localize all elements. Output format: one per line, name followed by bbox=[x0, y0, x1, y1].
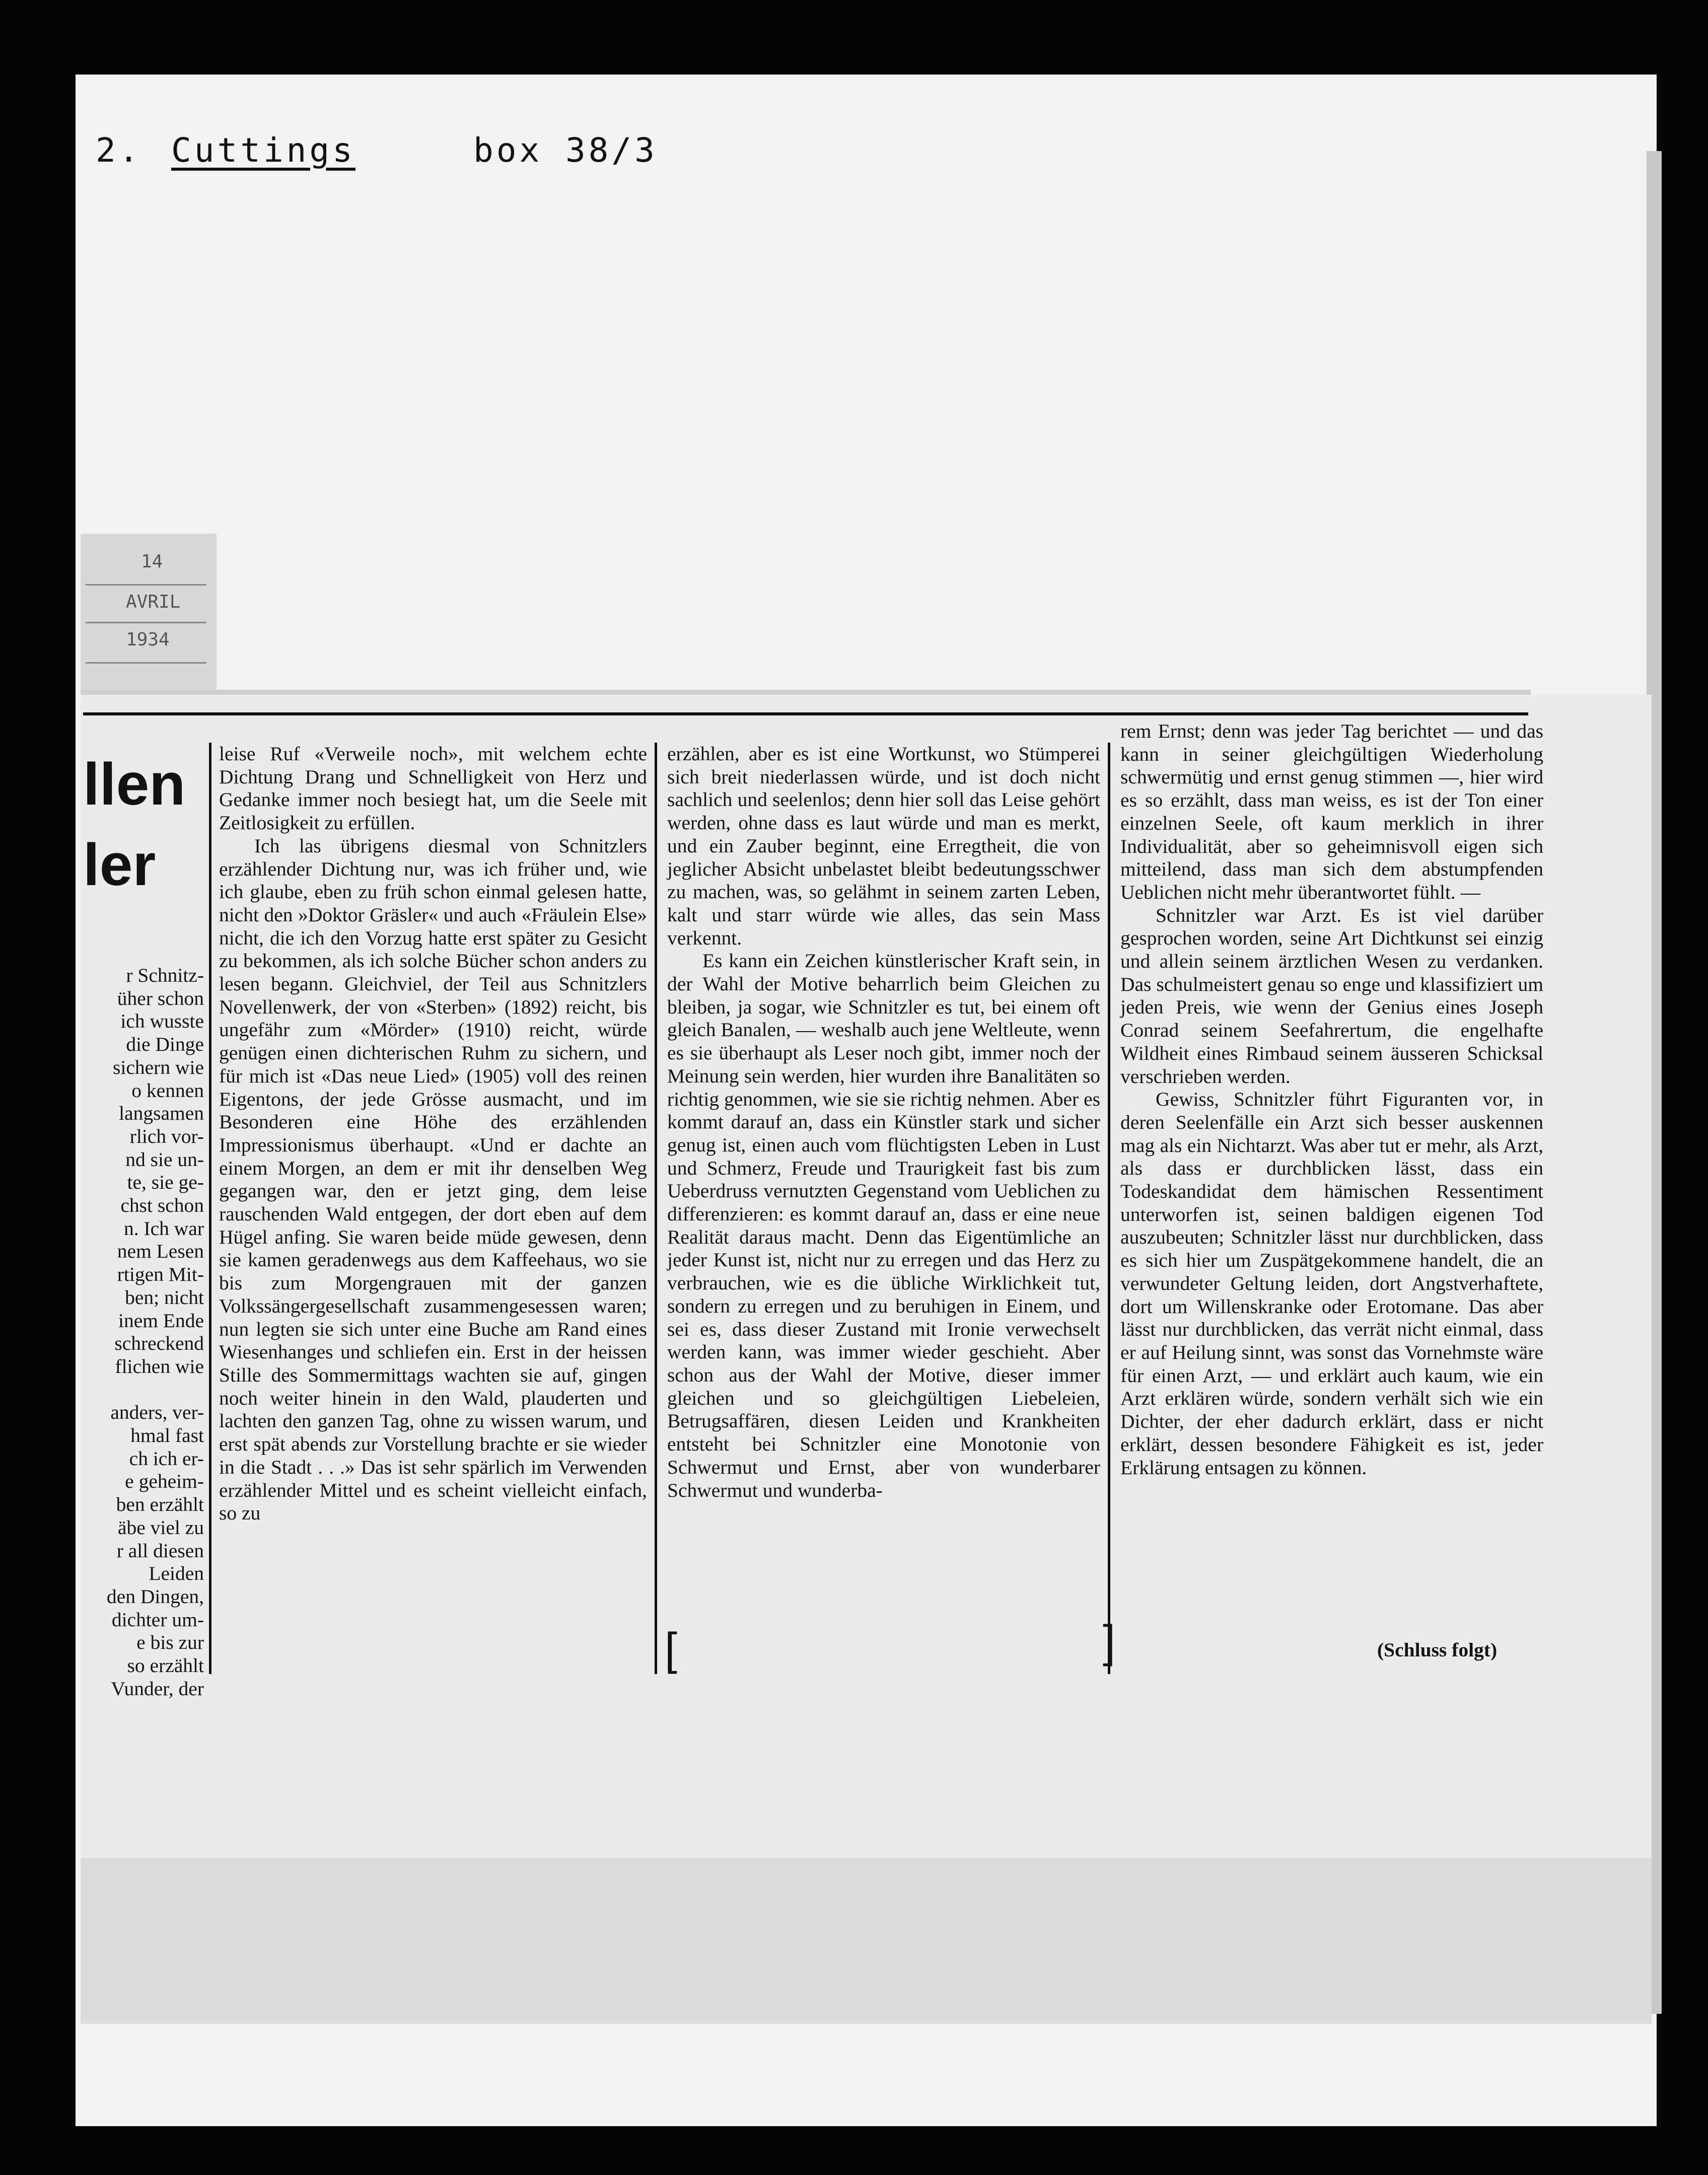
column-0-line: e geheim- bbox=[125, 1470, 204, 1493]
column-2 bbox=[667, 743, 1100, 1502]
column-0-line: hmal fast bbox=[130, 1424, 204, 1447]
header-label: Cuttings bbox=[171, 131, 355, 170]
column-0-line: so erzählt bbox=[127, 1654, 204, 1677]
headline-fragment-1: llen bbox=[83, 751, 186, 818]
column-1 bbox=[219, 743, 647, 1525]
bracket-mark-right: ] bbox=[1103, 1617, 1116, 1667]
column-0-line: flichen wie bbox=[115, 1355, 204, 1378]
paragraph: erzählen, aber es ist eine Wortkunst, wo Stümperei sich breit niederlassen würde, und ist doch nicht sachlich und seelenlos; denn hier soll das Leise gehört werden, ohne dass es laut würde und man es merkt, und ein Zauber beginnt, eine Erregtheit, die von jeglicher Absicht unbelastet bleibt bedeutungsschwer zu machen, was, so gelähmt in seinem zarten Leben, kalt und starr würde wie alles, das sein Mass verkennt. bbox=[667, 743, 1100, 949]
column-0-line: langsamen bbox=[119, 1102, 204, 1125]
column-0-line: den Dingen, bbox=[106, 1585, 204, 1608]
column-0-line: rtigen Mit- bbox=[117, 1263, 204, 1286]
column-0-line: o kennen bbox=[131, 1079, 204, 1102]
archive-header bbox=[86, 116, 700, 191]
column-0-line: äbe viel zu bbox=[117, 1516, 204, 1539]
column-0-line: r all diesen bbox=[116, 1539, 204, 1562]
column-0-line: r Schnitz- bbox=[126, 964, 204, 986]
column-0-line: nd sie un- bbox=[125, 1148, 204, 1171]
headline-fragment-2: ler bbox=[83, 832, 156, 898]
column-0-line: Leiden bbox=[149, 1562, 204, 1585]
paragraph: Schnitzler war Arzt. Es ist viel darüber gesprochen worden, seine Art Dichtkunst sei einzig und allein seinem ärztlichen Wesen zu verdanken. Das schulmeistert genau so enge und klassifiziert um jeden Preis, wie wenn der Genius eines Joseph Conrad seinem Seefahrertum, die engelhafte Wildheit eines Rimbaud seinem äusseren Schicksal verschrieben werden. bbox=[1120, 904, 1543, 1088]
stamp-day: 14 bbox=[141, 551, 163, 572]
column-3 bbox=[1120, 720, 1543, 1479]
bottom-band bbox=[81, 1858, 1652, 2024]
column-0-line: schreckend bbox=[114, 1332, 204, 1355]
column-0-line: rlich vor- bbox=[129, 1125, 204, 1147]
paragraph: rem Ernst; denn was jeder Tag berichtet — und das kann in seiner gleichgültigen Wiederholung schwermütig und ernst genug stimmen —, hier wird es so erzählt, dass man weiss, es ist der Ton einer einzelnen Seele, oft kaum merklich in ihrer Individualität, aber so geheimnisvoll eigen sich mitteilend, dass man sich dem abstumpfenden Ueblichen nicht mehr überantwortet fühlt. — bbox=[1120, 720, 1543, 903]
column-0-line: Vunder, der bbox=[111, 1677, 204, 1700]
column-0-line: ben; nicht bbox=[125, 1286, 204, 1309]
bracket-mark-left: [ bbox=[665, 1624, 678, 1675]
stamp-year: 1934 bbox=[126, 629, 170, 650]
column-0-line: e bis zur bbox=[136, 1631, 204, 1654]
column-0-line: ch ich er- bbox=[129, 1447, 204, 1470]
paragraph: leise Ruf «Verweile noch», mit welchem echte Dichtung Drang und Schnelligkeit von Herz und Gedanke immer noch besiegt hat, um die Seele mit Zeitlosigkeit zu erfüllen. bbox=[219, 743, 647, 834]
column-0-line: ben erzählt bbox=[116, 1493, 204, 1516]
column-rule-1 bbox=[209, 743, 211, 1674]
column-0-line: anders, ver- bbox=[110, 1401, 204, 1424]
column-rule-3 bbox=[1108, 743, 1110, 1674]
column-rule-2 bbox=[655, 743, 657, 1674]
date-stamp bbox=[81, 534, 217, 695]
column-0-line: n. Ich war bbox=[123, 1217, 204, 1240]
header-box: box 38/3 bbox=[473, 131, 658, 170]
column-0-line: inem Ende bbox=[118, 1309, 204, 1332]
column-0-line: sichern wie bbox=[113, 1056, 204, 1078]
stamp-month: AVRIL bbox=[126, 592, 181, 612]
column-0-line: die Dinge bbox=[126, 1033, 204, 1056]
column-0-cut bbox=[86, 964, 204, 1701]
column-0-line: chst schon bbox=[120, 1194, 204, 1217]
closing-note: (Schluss folgt) bbox=[1377, 1639, 1498, 1661]
top-rule bbox=[83, 712, 1528, 715]
column-0-line: nem Lesen bbox=[117, 1240, 204, 1263]
column-0-line: ich wusste bbox=[120, 1010, 204, 1033]
header-number: 2. bbox=[96, 131, 142, 170]
column-0-line: dichter um- bbox=[111, 1608, 204, 1631]
column-0-line: üher schon bbox=[117, 987, 204, 1009]
column-0-line: te, sie ge- bbox=[127, 1171, 204, 1194]
paragraph: Es kann ein Zeichen künstlerischer Kraft sein, in der Wahl der Motive beharrlich beim Gleichen zu bleiben, ja sogar, wie Schnitzler es tut, bei einem oft gleich Banalen, — weshalb auch jene Weltleute, wenn es sie überhaupt als Leser noch gibt, immer noch der Meinung sein werden, hier wurden ihre Banalitäten so richtig genommen, wie sie sie richtig nehmen. Aber es kommt darauf an, dass ein Künstler stark und sicher genug ist, einen auch vom flüchtigsten Leben in Lust und Schmerz, Freude und Traurigkeit fast bis zum Ueberdruss vernutzten Gegenstand vom Ueblichen zu differenzieren: es kommt darauf an, dass er eine neue Realität daraus macht. Denn das Eigentümliche an jeder Kunst ist, nicht nur zu erregen und das Herz zu verbrauchen, wie es die übliche Wirklichkeit tut, sondern zu erregen und zu beruhigen in Einem, und sei es, dass dieser Zustand mit Ironie verwechselt werden kann, was immer wieder geschieht. Aber schon aus der Wahl der Motive, dieser immer gleichen und so gleichgültigen Liebeleien, Betrugsaffären, diesen Leiden und Krankheiten entsteht bei Schnitzler eine Monotonie von Schwermut und Ernst, aber von wunderbarer Schwermut und wunderba- bbox=[667, 950, 1100, 1501]
column-0-line bbox=[86, 1379, 204, 1402]
paragraph: Gewiss, Schnitzler führt Figuranten vor, in deren Seelenfälle ein Arzt sich besser auskennen mag als ein Nichtarzt. Was aber tut er mehr, als Arzt, als dass er durchblicken lässt, dass ein Todeskandidat dem hämischen Ressentiment unterworfen ist, seinen baldigen eigenen Tod auszubeuten; Schnitzler lässt nur durchblicken, dass es sich hier um Zuspätgekommene handelt, die an verwundeter Geltung leiden, dort Angstverhaftete, dort um Willenskranke oder Erotomane. Das aber lässt nur durchblicken, das verrät nicht einmal, dass er auf Heilung sinnt, was sonst das Vornehmste wäre für einen Arzt, — und erklärt auch kaum, wie ein Arzt erklären würde, sondern verhält sich wie ein Dichter, der eher dadurch erklärt, dass er nicht erklärt, dessen besondere Fähigkeit es ist, jeder Erklärung entsagen zu können. bbox=[1120, 1088, 1543, 1479]
paragraph: Ich las übrigens diesmal von Schnitzlers erzählender Dichtung nur, was ich früher und, wie ich glaube, eben zu früh schon einmal gelesen hatte, nicht den »Doktor Gräsler« und auch «Fräulein Else» nicht, die ich den Vorzug hatte erst später zu Gesicht zu bekommen, als ich solche Bücher schon anders zu lesen begann. Gleichviel, der Teil aus Schnitzlers Novellenwerk, der von «Sterben» (1892) reicht, bis ungefähr zum «Mörder» (1910) reicht, würde genügen einen dichterischen Ruhm zu sichern, und für mich ist «Das neue Lied» (1905) voll des reinen Eigentons, der jede Grösse ausmacht, und im Besonderen eine Höhe des erzählenden Impressionismus überhaupt. «Und er dachte an einem Morgen, an dem er mit ihr denselben Weg gegangen war, den er jetzt ging, dem leise rauschenden Wald entgegen, der dort eben auf dem Hügel anfing. Sie waren beide müde gewesen, denn sie kamen geradenwegs aus dem Kaffeehaus, wo sie bis zum Morgengrauen mit der ganzen Volkssängergesellschaft zusammengesessen waren; nun legten sie sich unter eine Buche am Rand eines Wiesenhanges und schliefen ein. Erst in der heissen Stille des Sommermittags wachten sie auf, gingen noch weiter hinein in den Wald, plauderten und lachten den ganzen Tag, ohne zu wissen warum, und erst spät abends zur Vorstellung brachte er sie wieder in die Stadt . . .» Das ist sehr spärlich im Verwenden erzählender Mittel und es scheint vielleicht einfach, so zu bbox=[219, 834, 647, 1525]
